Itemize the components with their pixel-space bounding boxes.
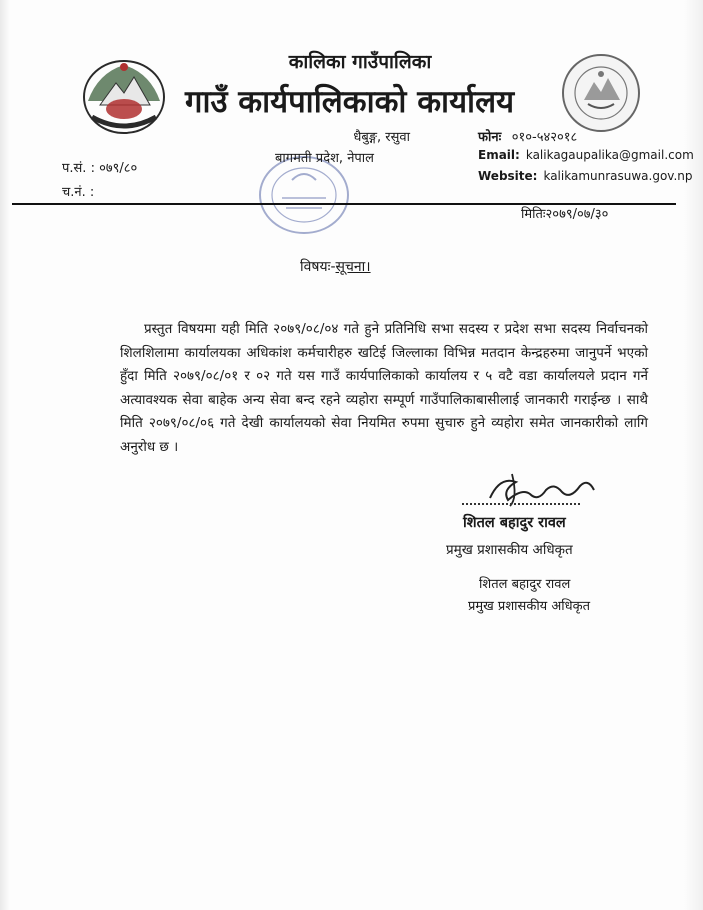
scan-edge-left: [0, 0, 10, 910]
name-stamp: शितल बहादुर रावल: [479, 577, 571, 592]
address-line-2: बागमती प्रदेश, नेपाल: [275, 151, 374, 166]
signature-dotted-line: [462, 503, 580, 505]
website-value: kalikamunrasuwa.gov.np: [543, 169, 693, 183]
dispatch-number: च.नं. :: [62, 185, 95, 200]
notice-body: प्रस्तुत विषयमा यही मिति २०७९/०८/०४ गते हुने प्रतिनिधि सभा सदस्य र प्रदेश सभा सदस्य निर्वाचनको शिलशिलामा कार्यालयका अधिकांश कर्मचारीहरु खटिई जिल्लाका विभिन्न मतदान केन्द्रहरुमा जानुपर्ने भएको हुँदा मिति २०७९/०८/०१ र ०२ गते यस गाउँ कार्यपालिकाको कार्यालय र ५ वटै वडा कार्यालयले प्रदान गर्ने अत्यावश्यक सेवा बाहेक अन्य सेवा बन्द रहने व्यहोरा सम्पूर्ण गाउँपालिकाबासीलाई जानकारी गराईन्छ । साथै मिति २०७९/०८/०६ गते देखी कार्यालयको सेवा नियमित रुपमा सुचारु हुने व्यहोरा समेत जानकारीको लागि अनुरोध छ ।: [120, 321, 648, 455]
office-name: कालिका गाउँपालिका: [288, 51, 432, 73]
website-line: [478, 169, 693, 183]
website-label: Website:: [478, 169, 538, 183]
email-line: [478, 148, 694, 162]
scan-edge-right: [684, 0, 703, 910]
phone-value: ०१०-५४२०१८: [511, 130, 578, 145]
phone-label: फोनः: [478, 130, 502, 145]
signer-title: प्रमुख प्रशासकीय अधिकृत: [446, 542, 573, 558]
office-title: गाउँ कार्यपालिकाको कार्यालय: [185, 84, 515, 120]
subject-label: विषयः-: [300, 259, 336, 275]
municipality-seal-logo: [560, 52, 642, 134]
email-label: Email:: [478, 148, 520, 162]
nepal-emblem-logo: [78, 55, 170, 137]
reference-number: प.सं. : ०७९/८०: [62, 161, 138, 176]
letter-date: मितिः२०७९/०७/३०: [521, 207, 609, 222]
phone-line: [478, 127, 577, 145]
subject-line: [300, 257, 371, 276]
subject-value: सूचना।: [335, 259, 371, 275]
signer-name: शितल बहादुर रावल: [463, 515, 566, 531]
address-line-1: धैबुङ्ग, रसुवा: [353, 130, 410, 145]
title-stamp: प्रमुख प्रशासकीय अधिकृत: [468, 599, 591, 614]
email-value: kalikagaupalika@gmail.com: [525, 148, 694, 162]
